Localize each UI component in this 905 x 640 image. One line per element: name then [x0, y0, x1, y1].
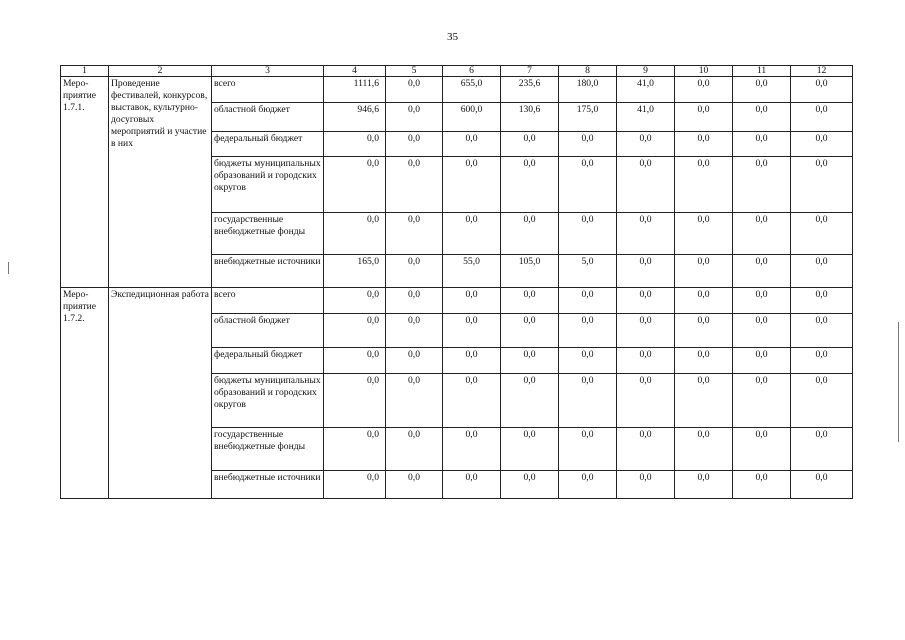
amount-cell: 0,0: [559, 157, 617, 213]
amount-cell: 0,0: [791, 314, 853, 348]
amount-cell: 0,0: [501, 132, 559, 157]
amount-cell: 0,0: [386, 374, 443, 428]
amount-cell: 0,0: [386, 103, 443, 132]
activity-code-line: Меро-: [63, 289, 89, 300]
amount-cell: 0,0: [386, 157, 443, 213]
amount-cell: 175,0: [559, 103, 617, 132]
amount-cell: 0,0: [733, 213, 791, 255]
amount-cell: 0,0: [675, 213, 733, 255]
table-row: [61, 77, 853, 103]
amount-cell: 0,0: [733, 348, 791, 374]
amount-cell: 0,0: [501, 314, 559, 348]
amount-cell: 130,6: [501, 103, 559, 132]
column-header: 8: [559, 66, 617, 77]
amount-cell: 180,0: [559, 77, 617, 103]
amount-cell: 0,0: [443, 428, 501, 471]
amount-cell: 655,0: [443, 77, 501, 103]
amount-cell: 0,0: [324, 471, 386, 499]
amount-cell: 0,0: [501, 157, 559, 213]
amount-cell: 0,0: [386, 288, 443, 314]
funding-source: государственные внебюджетные фонды: [212, 428, 324, 471]
amount-cell: 0,0: [386, 348, 443, 374]
amount-cell: 0,0: [617, 374, 675, 428]
amount-cell: 0,0: [386, 471, 443, 499]
amount-cell: 0,0: [733, 255, 791, 288]
amount-cell: 0,0: [733, 103, 791, 132]
activity-code-line: Меро-: [63, 78, 89, 89]
amount-cell: 0,0: [675, 348, 733, 374]
amount-cell: 0,0: [324, 314, 386, 348]
amount-cell: 0,0: [791, 374, 853, 428]
amount-cell: 0,0: [733, 288, 791, 314]
activity-code-cell: [61, 288, 109, 499]
amount-cell: 0,0: [617, 428, 675, 471]
amount-cell: 235,6: [501, 77, 559, 103]
amount-cell: 0,0: [733, 374, 791, 428]
amount-cell: 0,0: [675, 428, 733, 471]
amount-cell: 0,0: [675, 157, 733, 213]
amount-cell: 0,0: [675, 314, 733, 348]
amount-cell: 0,0: [791, 288, 853, 314]
amount-cell: 0,0: [733, 428, 791, 471]
amount-cell: 55,0: [443, 255, 501, 288]
amount-cell: 0,0: [443, 132, 501, 157]
amount-cell: 0,0: [791, 428, 853, 471]
amount-cell: 0,0: [386, 255, 443, 288]
amount-cell: 0,0: [791, 132, 853, 157]
amount-cell: 0,0: [675, 471, 733, 499]
budget-table-body: [61, 66, 853, 499]
amount-cell: 0,0: [675, 255, 733, 288]
amount-cell: 600,0: [443, 103, 501, 132]
amount-cell: 0,0: [675, 288, 733, 314]
amount-cell: 0,0: [733, 132, 791, 157]
amount-cell: 0,0: [675, 132, 733, 157]
activity-title: Экспедиционная работа: [109, 288, 212, 499]
activity-code-line: 1.7.1.: [63, 102, 85, 113]
funding-source: областной бюджет: [212, 314, 324, 348]
amount-cell: 41,0: [617, 103, 675, 132]
amount-cell: 0,0: [559, 213, 617, 255]
amount-cell: 0,0: [617, 132, 675, 157]
amount-cell: 0,0: [617, 255, 675, 288]
amount-cell: 0,0: [791, 103, 853, 132]
activity-code-line: приятие: [63, 301, 97, 312]
amount-cell: 165,0: [324, 255, 386, 288]
amount-cell: 0,0: [791, 77, 853, 103]
column-header: 5: [386, 66, 443, 77]
amount-cell: 0,0: [386, 77, 443, 103]
column-header: 7: [501, 66, 559, 77]
amount-cell: 0,0: [324, 157, 386, 213]
activity-title: Проведение фестивалей, конкурсов, выставок, культурно-досуговых мероприятий и участие в них: [109, 77, 212, 288]
amount-cell: 0,0: [559, 348, 617, 374]
amount-cell: 0,0: [386, 428, 443, 471]
funding-source: всего: [212, 77, 324, 103]
funding-source: всего: [212, 288, 324, 314]
column-header: 9: [617, 66, 675, 77]
amount-cell: 0,0: [791, 157, 853, 213]
amount-cell: 1111,6: [324, 77, 386, 103]
column-header: 11: [733, 66, 791, 77]
funding-source: внебюджетные источники: [212, 471, 324, 499]
amount-cell: 0,0: [386, 132, 443, 157]
amount-cell: 0,0: [443, 314, 501, 348]
funding-source: федеральный бюджет: [212, 348, 324, 374]
amount-cell: 0,0: [386, 314, 443, 348]
amount-cell: 0,0: [443, 157, 501, 213]
table-row: [61, 288, 853, 314]
amount-cell: 0,0: [559, 428, 617, 471]
amount-cell: 0,0: [324, 288, 386, 314]
amount-cell: 0,0: [324, 374, 386, 428]
budget-table: [60, 65, 853, 499]
amount-cell: 0,0: [675, 77, 733, 103]
amount-cell: 0,0: [675, 103, 733, 132]
amount-cell: 0,0: [617, 288, 675, 314]
amount-cell: 0,0: [791, 255, 853, 288]
amount-cell: 0,0: [324, 348, 386, 374]
activity-code-line: приятие: [63, 90, 97, 101]
amount-cell: 0,0: [791, 471, 853, 499]
amount-cell: 0,0: [443, 213, 501, 255]
column-header: 12: [791, 66, 853, 77]
amount-cell: 0,0: [791, 213, 853, 255]
amount-cell: 0,0: [443, 471, 501, 499]
funding-source: государственные внебюджетные фонды: [212, 213, 324, 255]
column-number-row: [61, 66, 853, 77]
amount-cell: 0,0: [617, 348, 675, 374]
amount-cell: 0,0: [324, 428, 386, 471]
column-header: 10: [675, 66, 733, 77]
page-number: 35: [447, 31, 458, 43]
amount-cell: 41,0: [617, 77, 675, 103]
scan-edge-mark: [8, 262, 9, 274]
funding-source: бюджеты муниципальных образований и городских округов: [212, 157, 324, 213]
amount-cell: 0,0: [324, 132, 386, 157]
amount-cell: 0,0: [324, 213, 386, 255]
column-header: 6: [443, 66, 501, 77]
amount-cell: 0,0: [443, 348, 501, 374]
activity-code-cell: [61, 77, 109, 288]
activity-code-line: 1.7.2.: [63, 313, 85, 324]
amount-cell: 0,0: [501, 471, 559, 499]
amount-cell: 0,0: [501, 213, 559, 255]
amount-cell: 0,0: [791, 348, 853, 374]
amount-cell: 0,0: [443, 288, 501, 314]
column-header: 1: [61, 66, 109, 77]
amount-cell: 0,0: [617, 471, 675, 499]
amount-cell: 0,0: [559, 471, 617, 499]
amount-cell: 0,0: [675, 374, 733, 428]
funding-source: внебюджетные источники: [212, 255, 324, 288]
column-header: 3: [212, 66, 324, 77]
amount-cell: 0,0: [617, 213, 675, 255]
amount-cell: 0,0: [559, 374, 617, 428]
amount-cell: 0,0: [733, 314, 791, 348]
amount-cell: 0,0: [559, 288, 617, 314]
amount-cell: 0,0: [559, 132, 617, 157]
amount-cell: 0,0: [559, 314, 617, 348]
amount-cell: 0,0: [617, 314, 675, 348]
funding-source: областной бюджет: [212, 103, 324, 132]
amount-cell: 0,0: [501, 348, 559, 374]
funding-source: федеральный бюджет: [212, 132, 324, 157]
amount-cell: 105,0: [501, 255, 559, 288]
amount-cell: 0,0: [733, 77, 791, 103]
scan-edge-mark: [898, 322, 899, 442]
amount-cell: 0,0: [733, 157, 791, 213]
column-header: 4: [324, 66, 386, 77]
amount-cell: 0,0: [386, 213, 443, 255]
amount-cell: 946,6: [324, 103, 386, 132]
amount-cell: 0,0: [733, 471, 791, 499]
amount-cell: 5,0: [559, 255, 617, 288]
amount-cell: 0,0: [501, 428, 559, 471]
amount-cell: 0,0: [443, 374, 501, 428]
column-header: 2: [109, 66, 212, 77]
amount-cell: 0,0: [501, 374, 559, 428]
amount-cell: 0,0: [617, 157, 675, 213]
funding-source: бюджеты муниципальных образований и городских округов: [212, 374, 324, 428]
amount-cell: 0,0: [501, 288, 559, 314]
